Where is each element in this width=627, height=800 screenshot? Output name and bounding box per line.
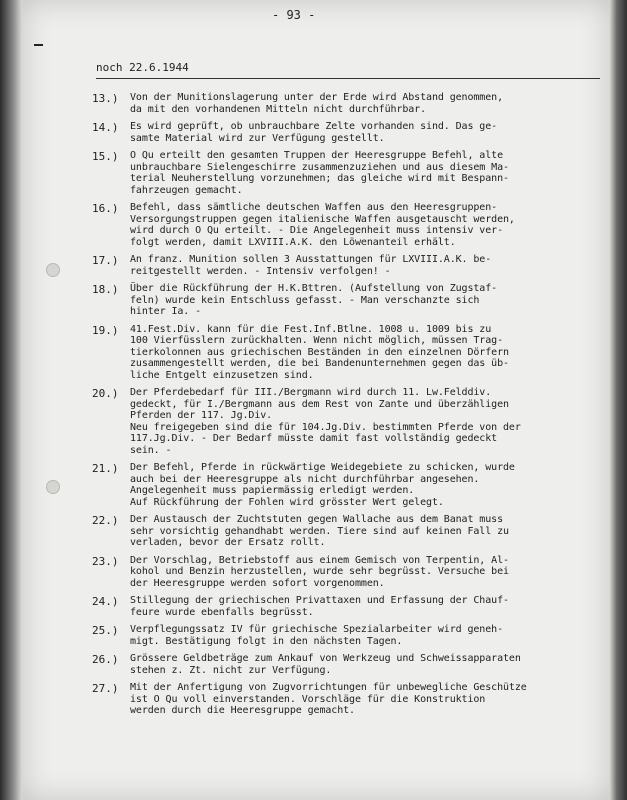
- scan-right-edge: [610, 0, 627, 800]
- item-number: 17.): [92, 254, 119, 267]
- item-number: 26.): [92, 653, 119, 666]
- item-text: 41.Fest.Div. kann für die Fest.Inf.Btlne. 1008 u. 1009 bis zu 100 Vierfüsslern zurückhalten. Wenn nicht möglich, müssen Trag- tierkolonnen aus griechischen Beständen in den einzelnen Dörfern zusammengestellt werden, die bei Bandenunternehmen gegen das üb- liche Entgelt einzusetzen sind.: [130, 323, 509, 381]
- list-item: [92, 92, 608, 115]
- item-text: Befehl, dass sämtliche deutschen Waffen aus den Heeresgruppen- Versorgungstruppen gegen italienische Waffen ausgetauscht werden, wird durch O Qu erteilt. - Die Angelegenheit muss intensiv ver- folgt werden, damit LXVIII.A.K. den Löwenanteil erhält.: [130, 202, 515, 248]
- item-text: Der Vorschlag, Betriebstoff aus einem Gemisch von Terpentin, Al- kohol und Benzin herzustellen, wurde sehr begrüsst. Versuche bei der Heeresgruppe werden sofort vorgenommen.: [130, 554, 509, 589]
- list-item: [92, 462, 608, 508]
- item-number: 23.): [92, 554, 119, 568]
- item-number: 21.): [92, 462, 119, 475]
- item-text: O Qu erteilt den gesamten Truppen der Heeresgruppe Befehl, alte unbrauchbare Sielengeschirre zusammenzuziehen und aus diesem Ma- terial Neuherstellung vorzunehmen; das gleiche wird mit Bespann- fahrzeugen gemacht.: [130, 150, 509, 196]
- item-text: An franz. Munition sollen 3 Ausstattungen für LXVIII.A.K. be- reitgestellt werden. - Intensiv verfolgen! -: [130, 254, 492, 277]
- item-text: Der Pferdebedarf für III./Bergmann wird durch 11. Lw.Felddiv. gedeckt, für I./Bergmann aus dem Rest von Zante und überzähligen Pferden der 117. Jg.Div. Neu freigegeben sind die für 104.Jg.Div. bestimmten Pferde von der 117.Jg.Div. - Der Bedarf müsste damit fast vollständig gedeckt sein. -: [130, 387, 521, 456]
- page-number: - 93 -: [272, 8, 316, 22]
- item-text: Der Austausch der Zuchtstuten gegen Wallache aus dem Banat muss sehr vorsichtig gehandhabt werden. Tiere sind auf keinen Fall zu verladen, bevor der Ersatz rollt.: [130, 514, 509, 548]
- list-item: [92, 387, 608, 456]
- item-text: Mit der Anfertigung von Zugvorrichtungen für unbewegliche Geschütze ist O Qu voll einverstanden. Vorschläge für die Konstruktion werden durch die Heeresgruppe gemacht.: [130, 682, 527, 716]
- margin-dash: [34, 44, 43, 46]
- list-item: [92, 324, 608, 382]
- item-number: 13.): [92, 92, 119, 105]
- item-number: 27.): [92, 682, 119, 695]
- list-item: [92, 283, 608, 318]
- list-item: [92, 121, 608, 144]
- item-number: 19.): [92, 323, 119, 337]
- list-item: [92, 514, 608, 549]
- item-text: Grössere Geldbeträge zum Ankauf von Werkzeug und Schweissapparaten stehen z. Zt. nicht zur Verfügung.: [130, 653, 521, 676]
- item-text: Es wird geprüft, ob unbrauchbare Zelte vorhanden sind. Das ge- samte Material wird zur Verfügung gestellt.: [130, 121, 498, 144]
- item-number: 15.): [92, 150, 119, 163]
- list-item: [92, 150, 608, 196]
- date-heading: noch 22.6.1944: [96, 61, 189, 74]
- item-text: Verpflegungssatz IV für griechische Spezialarbeiter wird geneh- migt. Bestätigung folgt in den nächsten Tagen.: [130, 624, 503, 647]
- heading-rule: [96, 78, 600, 79]
- item-number: 22.): [92, 514, 119, 527]
- item-number: 14.): [92, 121, 119, 134]
- list-item: [92, 595, 608, 618]
- list-item: [92, 653, 608, 676]
- list-item: [92, 624, 608, 647]
- item-number: 16.): [92, 202, 119, 215]
- item-number: 18.): [92, 283, 119, 296]
- item-text: Der Befehl, Pferde in rückwärtige Weidegebiete zu schicken, wurde auch bei der Heeresgruppe als nicht durchführbar angesehen. Angelegenheit muss papiermässig erledigt werden. Auf Rückführung der Fohlen wird grösster Wert gelegt.: [130, 462, 515, 508]
- list-item: [92, 254, 608, 277]
- scan-left-edge: [0, 0, 22, 800]
- item-number: 24.): [92, 595, 119, 608]
- punch-hole-upper: [46, 263, 60, 277]
- item-number: 20.): [92, 387, 119, 400]
- list-item: [92, 202, 608, 248]
- list-item: [92, 682, 608, 717]
- item-text: Über die Rückführung der H.K.Bttren. (Aufstellung von Zugstaf- feln) wurde kein Entschluss gefasst. - Man verschanzte sich hinter Ia. -: [130, 283, 498, 317]
- punch-hole-lower: [46, 480, 60, 494]
- item-text: Von der Munitionslagerung unter der Erde wird Abstand genommen, da mit den vorhandenen Mitteln nicht durchführbar.: [130, 92, 503, 115]
- item-list: [92, 92, 608, 723]
- list-item: [92, 555, 608, 590]
- item-text: Stillegung der griechischen Privattaxen und Erfassung der Chauf- feure wurde ebenfalls begrüsst.: [130, 595, 509, 618]
- item-number: 25.): [92, 624, 119, 637]
